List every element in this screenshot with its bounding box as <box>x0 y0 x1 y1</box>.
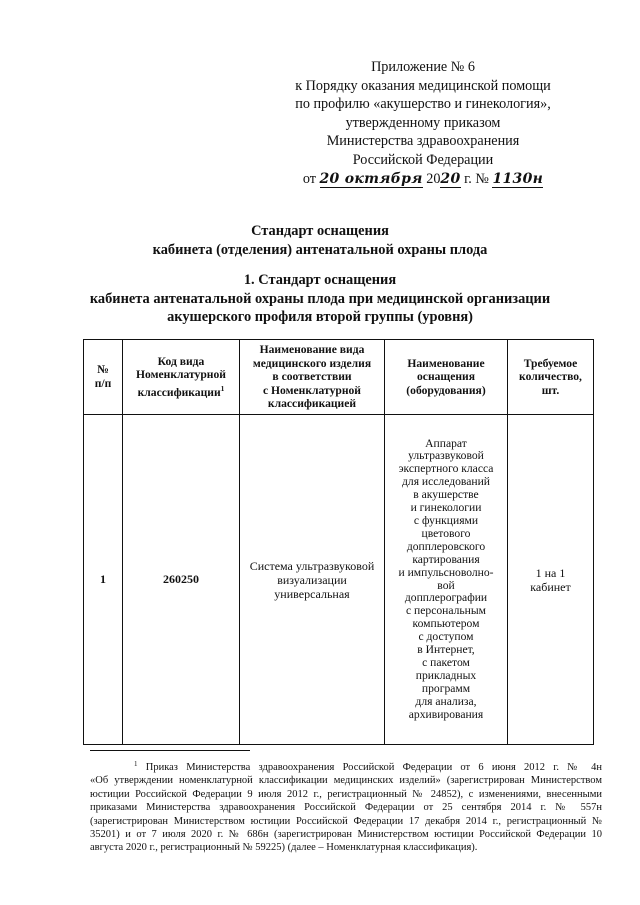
handwritten-date: 20 октября <box>319 170 423 187</box>
footnote-line: 35201) и от 7 июля 2020 г. № 686н (зарегистрирован Министерством юстиции Российской Федерации 10 <box>90 829 602 841</box>
equipment-table <box>83 339 594 745</box>
footnote-divider <box>90 750 250 751</box>
table-row <box>84 415 594 745</box>
footnote-line: «Об утверждении номенклатурной классификации медицинских изделий» (зарегистрирован Министерством <box>90 775 602 787</box>
handwritten-order-number: 1130н <box>492 170 544 187</box>
row-device-name: Система ультразвуковой визуализации универсальная <box>240 415 385 745</box>
table-header-row <box>84 340 594 415</box>
footnote-line: юстиции Российской Федерации 9 июля 2012 г., регистрационный № 24852), с изменениями, внесенными <box>90 788 602 800</box>
appendix-line-2: к Порядку оказания медицинской помощи <box>295 77 551 94</box>
date-suffix: г. № <box>464 170 489 187</box>
row-num: 1 <box>84 415 123 745</box>
section-title <box>20 271 620 327</box>
appendix-number: Приложение № 6 <box>371 59 475 75</box>
handwritten-year: 20 <box>440 170 461 187</box>
standard-title-line-2: кабинета (отделения) антенатальной охраны плода <box>152 241 488 258</box>
standard-title <box>20 222 620 259</box>
appendix-line-5: Министерства здравоохранения <box>326 133 520 150</box>
row-quantity: 1 на 1 кабинет <box>508 415 594 745</box>
header-device: Наименование вида медицинского изделия в соответствии с Номенклатурной классификацией <box>240 340 385 415</box>
order-date-line <box>268 170 578 189</box>
section-title-line-1: 1. Стандарт оснащения <box>243 272 397 288</box>
footnote-line: $^1$ Приказ Министерства здравоохранения Российской Федерации от 6 июня 2012 г. № 4н <box>134 760 602 773</box>
header-num: № п/п <box>84 340 123 415</box>
section-title-line-2: кабинета антенатальной охраны плода при медицинской организации <box>89 290 551 307</box>
section-title-line-3: акушерского профиля второй группы (уровня) <box>167 309 473 325</box>
standard-title-line-1: Стандарт оснащения <box>251 223 389 239</box>
footnote-line: (зарегистрирован Министерством юстиции Российской Федерации 17 декабря 2014 г., регистрационный № <box>90 815 602 827</box>
date-century: 20 <box>426 170 441 187</box>
appendix-line-3: по профилю «акушерство и гинекология», <box>295 96 551 113</box>
footnote-marker: 1 <box>134 760 138 768</box>
appendix-header <box>268 58 578 188</box>
appendix-line-6: Российской Федерации <box>352 151 494 168</box>
header-qty: Требуемое количество, шт. <box>508 340 594 415</box>
footnote-line: августа 2020 г., регистрационный № 59225) (далее – Номенклатурная классификация). <box>90 842 478 854</box>
header-code: Код вида Номенклатурной классификации$^1$ <box>123 340 240 415</box>
appendix-line-4: утвержденному приказом <box>345 114 501 131</box>
footnote <box>90 758 602 855</box>
date-prefix: от <box>302 170 316 187</box>
footnote-ref: 1 <box>220 383 225 393</box>
row-code: 260250 <box>123 415 240 745</box>
row-equipment: Аппарат ультразвуковой экспертного класса для исследований в акушерстве и гинекологии с функциями цветового допплеровского картирования и импульсноволно- вой допплерографии с персональным компьютером с доступом в Интернет, с пакетом прикладных программ для анализа, архивирования <box>385 415 508 745</box>
footnote-line: приказами Министерства здравоохранения Российской Федерации от 25 сентября 2014 г. № 557н <box>90 802 602 814</box>
header-equipment: Наименование оснащения (оборудования) <box>385 340 508 415</box>
